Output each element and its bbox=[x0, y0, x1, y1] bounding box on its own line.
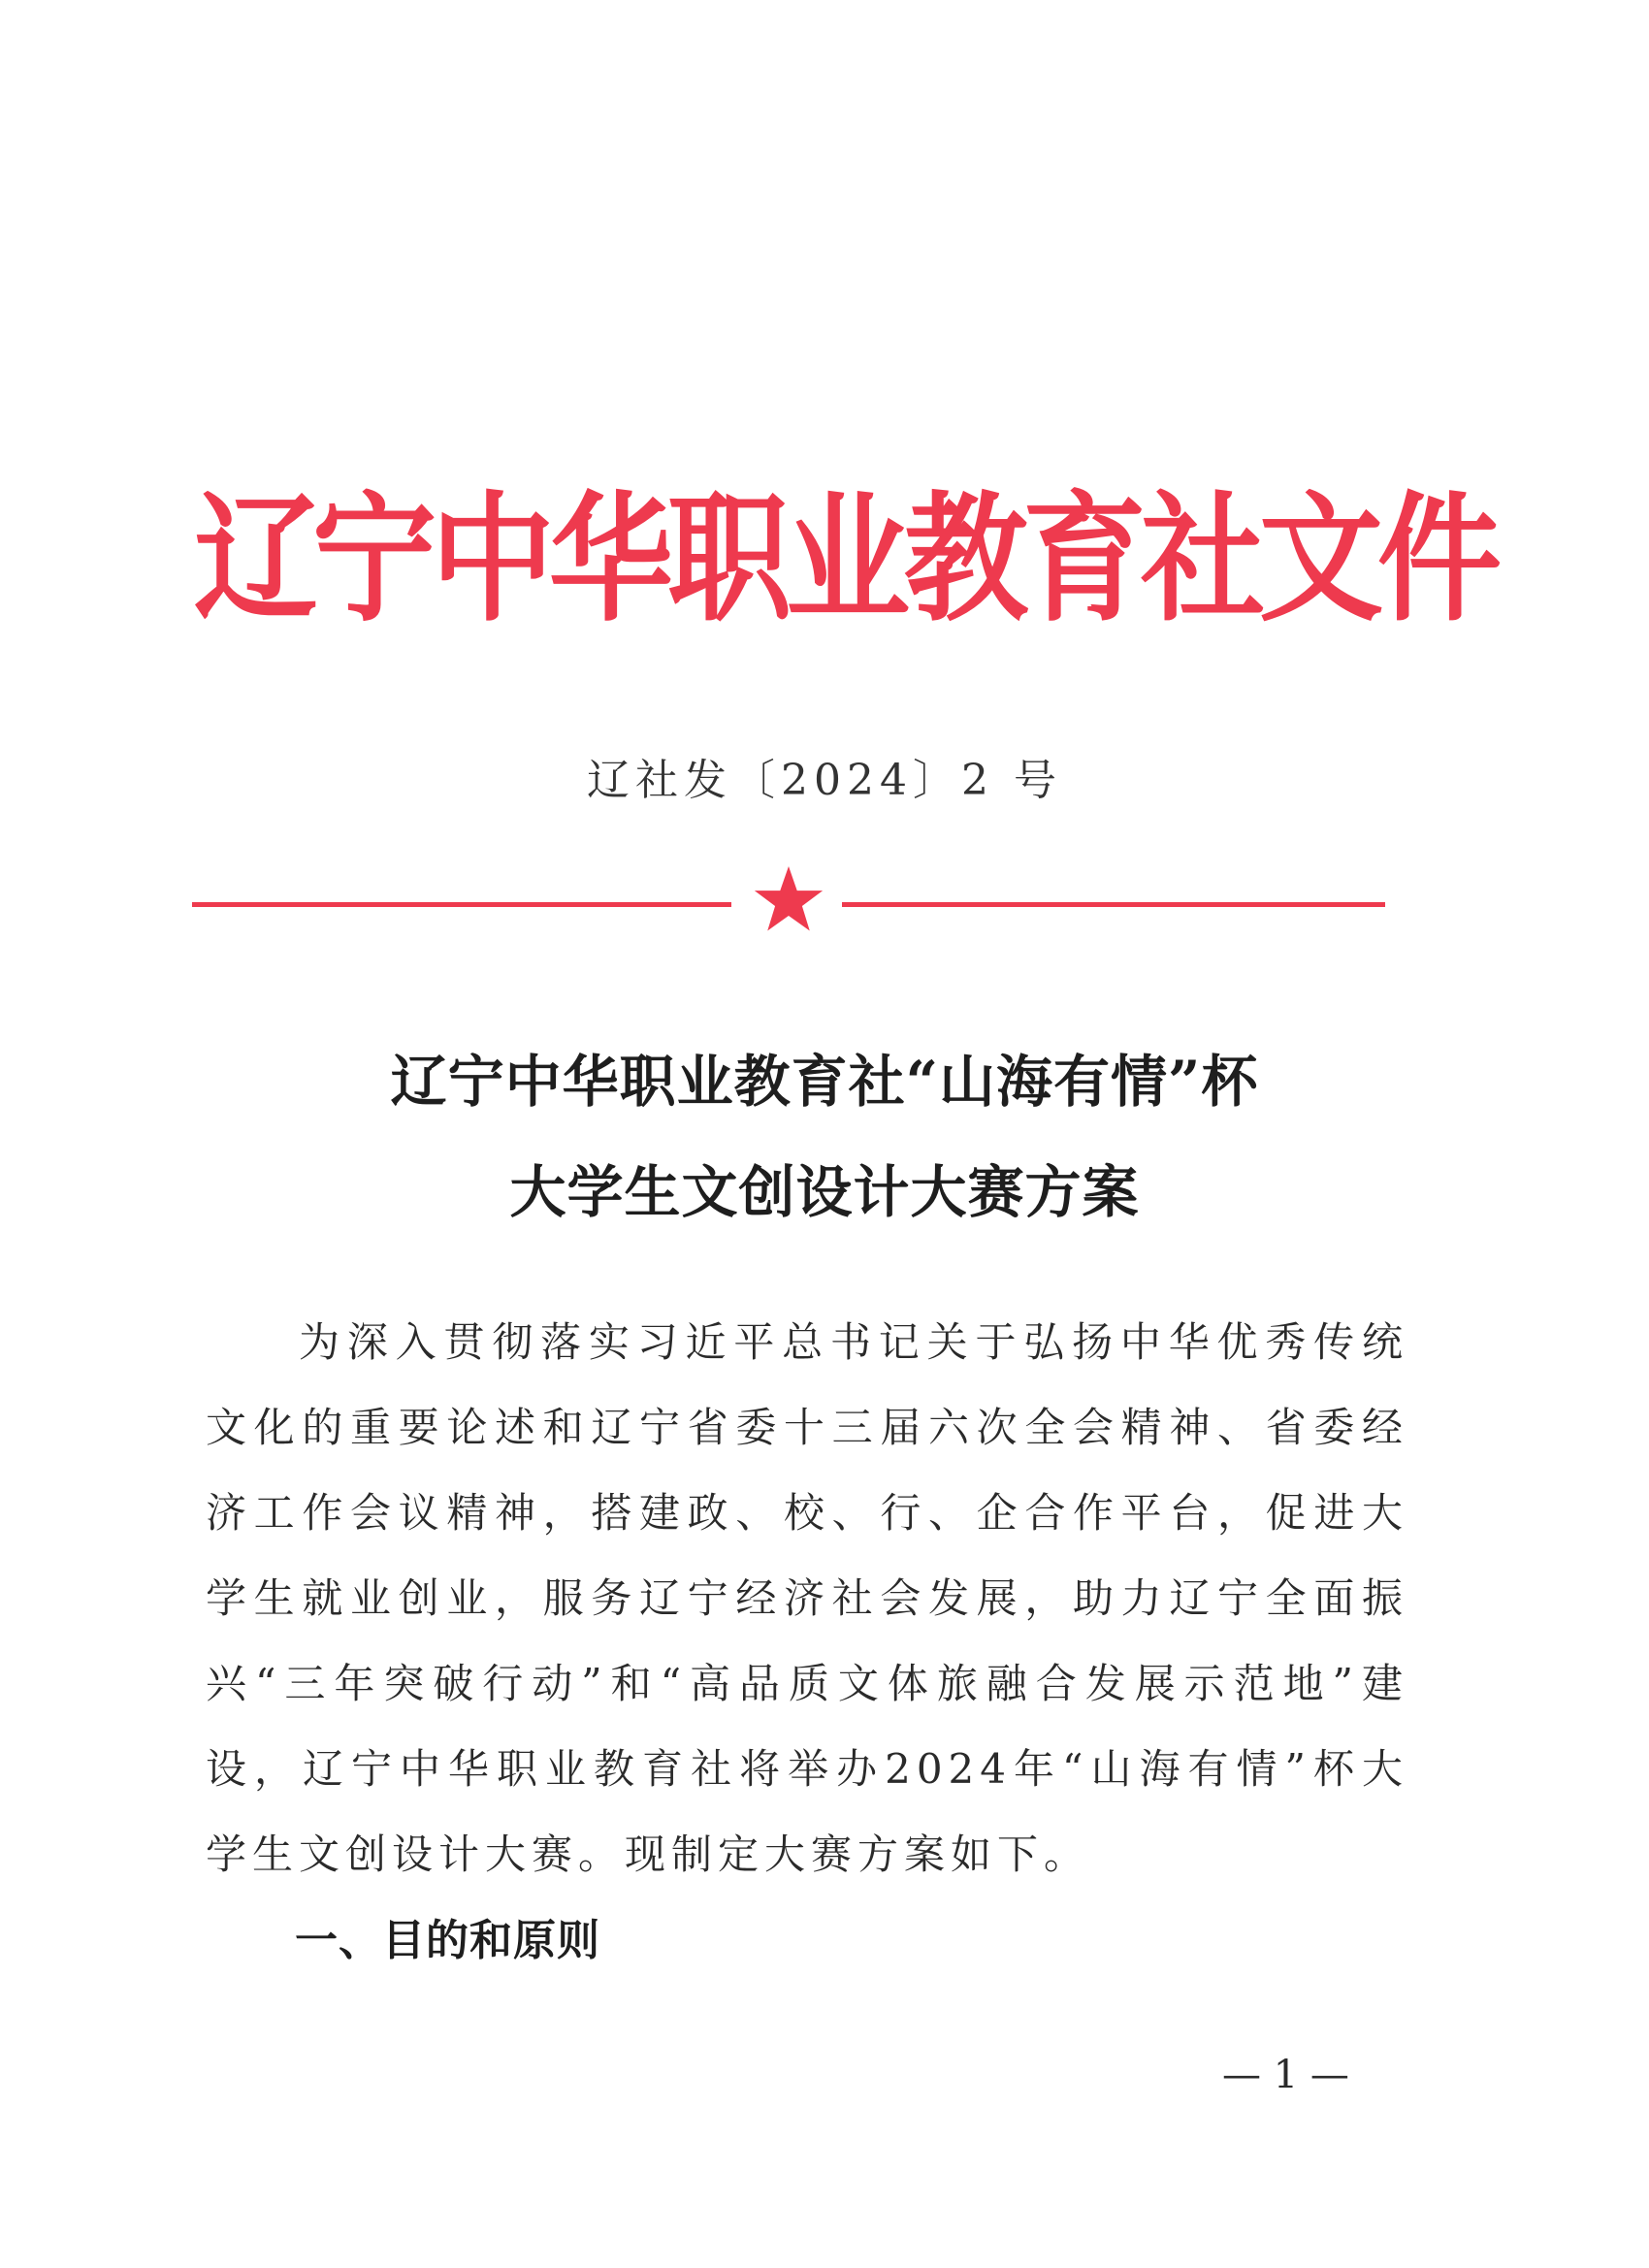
section-heading: 一、目的和原则 bbox=[295, 1916, 600, 1965]
star-shape bbox=[755, 866, 823, 931]
document-number: 辽社发〔2024〕2 号 bbox=[587, 756, 1062, 805]
masthead-title: 辽宁中华职业教育社文件 bbox=[194, 479, 1497, 641]
red-divider-right bbox=[842, 902, 1385, 907]
page-number: — 1 — bbox=[1222, 2053, 1349, 2097]
star-icon bbox=[753, 863, 824, 935]
document-title-line-1: 辽宁中华职业教育社“山海有情”杯 bbox=[390, 1049, 1259, 1115]
red-divider-left bbox=[192, 902, 731, 907]
body-paragraph: 为深入贯彻落实习近平总书记关于弘扬中华优秀传统文化的重要论述和辽宁省委十三届六次全会精神、省委经济工作会议精神，搭建政、校、行、企合作平台，促进大学生就业创业，服务辽宁经济社会发展，助力辽宁全面振兴“三年突破行动”和“高品质文体旅融合发展示范地”建设，辽宁中华职业教育社将举办2024年“山海有情”杯大学生文创设计大赛。现制定大赛方案如下。 bbox=[206, 1318, 1408, 1878]
document-title-line-2: 大学生文创设计大赛方案 bbox=[509, 1159, 1140, 1225]
